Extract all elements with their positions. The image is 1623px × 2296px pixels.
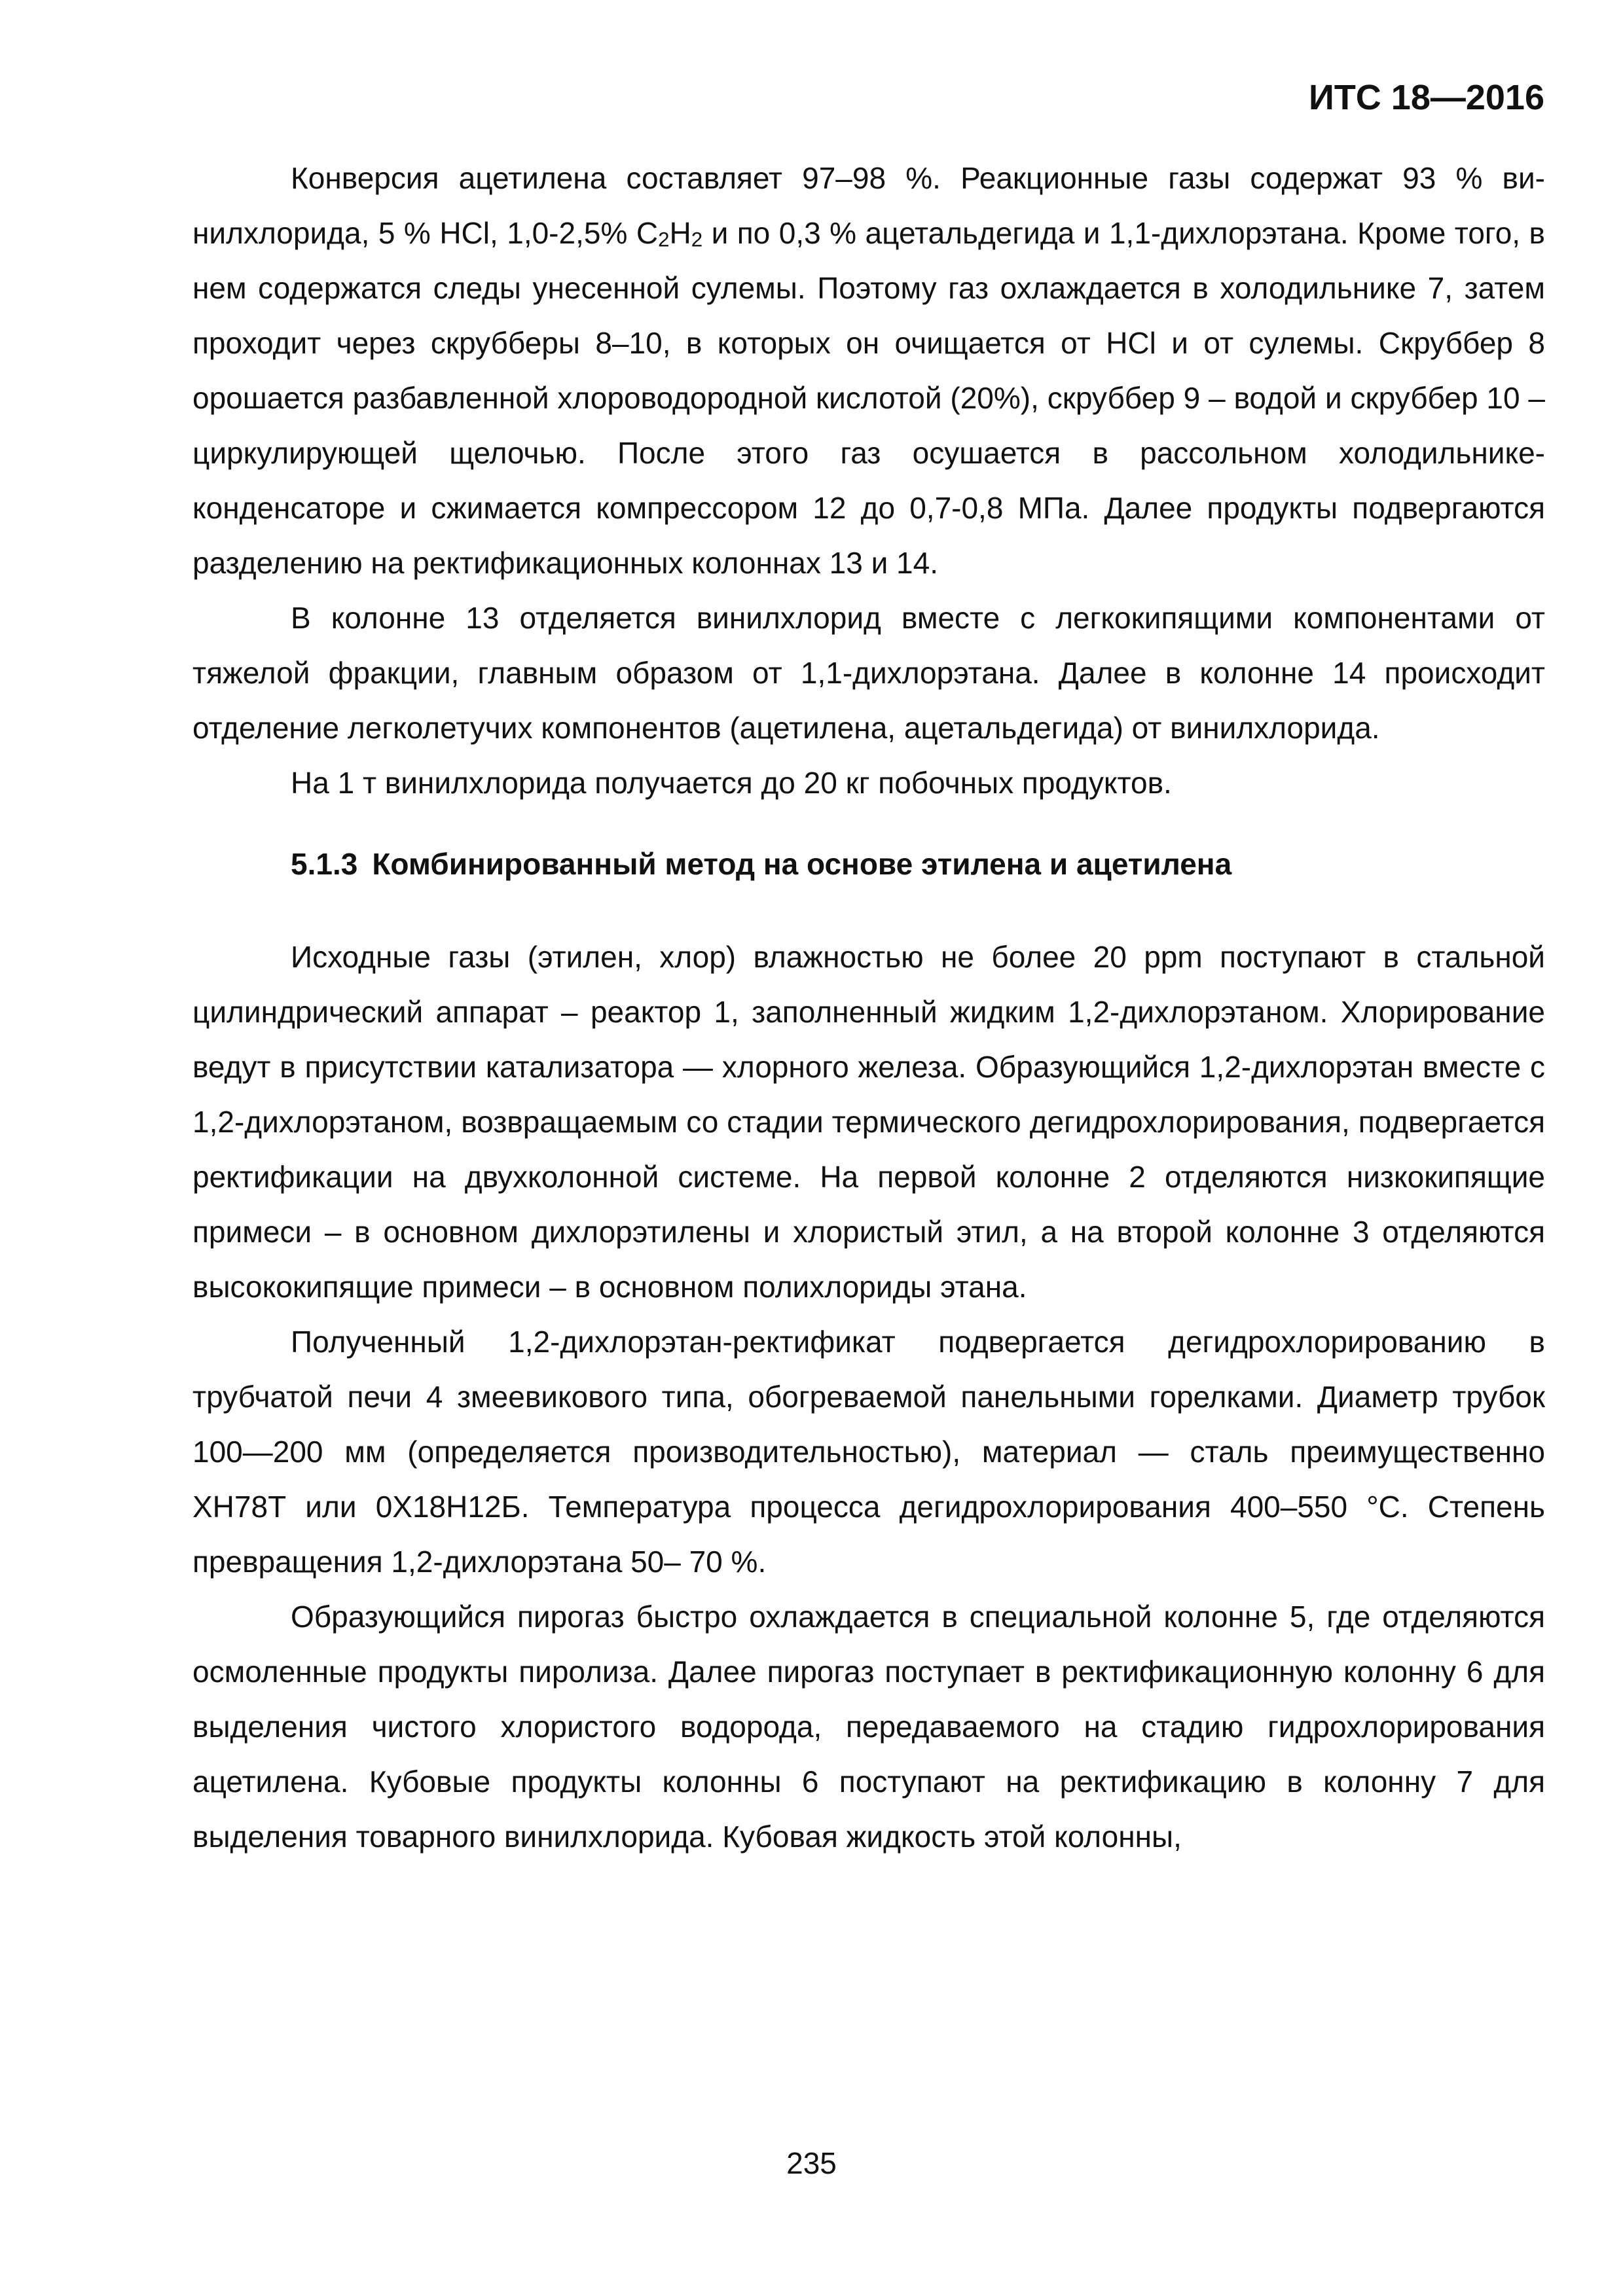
section-title: Комбинированный метод на основе этилена и ацетилена xyxy=(372,847,1232,881)
section-number: 5.1.3 xyxy=(291,847,358,881)
paragraph-column-13: В колонне 13 отделяется винилхлорид вместе с легкокипящими компонентами от тяжелой фракции, главным образом от 1,1-дихлорэтана. Далее в колонне 14 происходит отделение легколетучих компонентов (ацетилена, ацетальдегида) от винилхлорида. xyxy=(192,601,1545,745)
paragraph-conversion xyxy=(192,151,1545,590)
paragraph-pyrogas: Образующийся пирогаз быстро охлаждается в специальной колонне 5, где отделяются осмоленные продукты пиролиза. Далее пирогаз поступает в ректификационную колонну 6 для выделения чистого хлористого водорода, передаваемого на стадию гидрохлорирования ацетилена. Кубовые продукты колонны 6 поступают на ректификацию в колонну 7 для выделения товарного винилхлорида. Кубовая жидкость этой колонны, xyxy=(192,1600,1545,1854)
paragraph-text: Конверсия ацетилена составляет 97–98 %. Реакционные газы содержат 93 % винилхлорида, 5 % HCl, 1,0-2,5% C xyxy=(192,161,1545,250)
paragraph-source-gases: Исходные газы (этилен, хлор) влажностью не более 20 ppm поступают в стальной цилиндрический аппарат – реактор 1, заполненный жидким 1,2-дихлорэтаном. Хлорирование ведут в присутствии катализатора — хлорного железа. Образующийся 1,2-дихлорэтан вместе с 1,2-дихлорэтаном, возвращаемым со стадии термического дегидрохлорирования, подвергается ректификации на двухколонной системе. На первой колонне 2 отделяются низкокипящие примеси – в основном дихлорэтилены и хлористый этил, а на второй колонне 3 отделяются высококипящие примеси – в основном полихлориды этана. xyxy=(192,940,1545,1304)
subscript-2: 2 xyxy=(691,228,703,251)
page-number: 235 xyxy=(786,2146,837,2180)
subscript-2: 2 xyxy=(658,228,670,251)
document-body xyxy=(192,151,1545,1864)
paragraph-text: H xyxy=(669,216,691,250)
paragraph-byproducts: На 1 т винилхлорида получается до 20 кг побочных продуктов. xyxy=(291,766,1172,800)
document-header-id: ИТС 18—2016 xyxy=(1309,78,1544,117)
section-heading xyxy=(192,836,1545,891)
paragraph-dehydrochlorination: Полученный 1,2-дихлорэтан-ректификат подвергается дегидрохлорированию в трубчатой печи 4 змеевикового типа, обогреваемой панельными горелками. Диаметр трубок 100—200 мм (определяется производительностью), материал — сталь преимущественно ХН78Т или 0Х18Н12Б. Температура процесса дегидрохлорирования 400–550 °С. Степень превращения 1,2-дихлорэтана 50– 70 %. xyxy=(192,1325,1545,1579)
paragraph-text: и по 0,3 % ацетальдегида и 1,1-дихлорэтана. Кроме того, в нем содержатся следы унесенной сулемы. Поэтому газ охлаждается в холодильнике 7, затем проходит через скрубберы 8–10, в которых он очищается от HCl и от сулемы. Скруббер 8 орошается разбавленной хлороводородной кислотой (20%), скруббер 9 – водой и скруббер 10 – циркулирующей щелочью. После этого газ осушается в рассольном холодильнике-конденсаторе и сжимается компрессором 12 до 0,7-0,8 МПа. Далее продукты подвергаются разделению на ректификационных колоннах 13 и 14. xyxy=(192,216,1545,580)
